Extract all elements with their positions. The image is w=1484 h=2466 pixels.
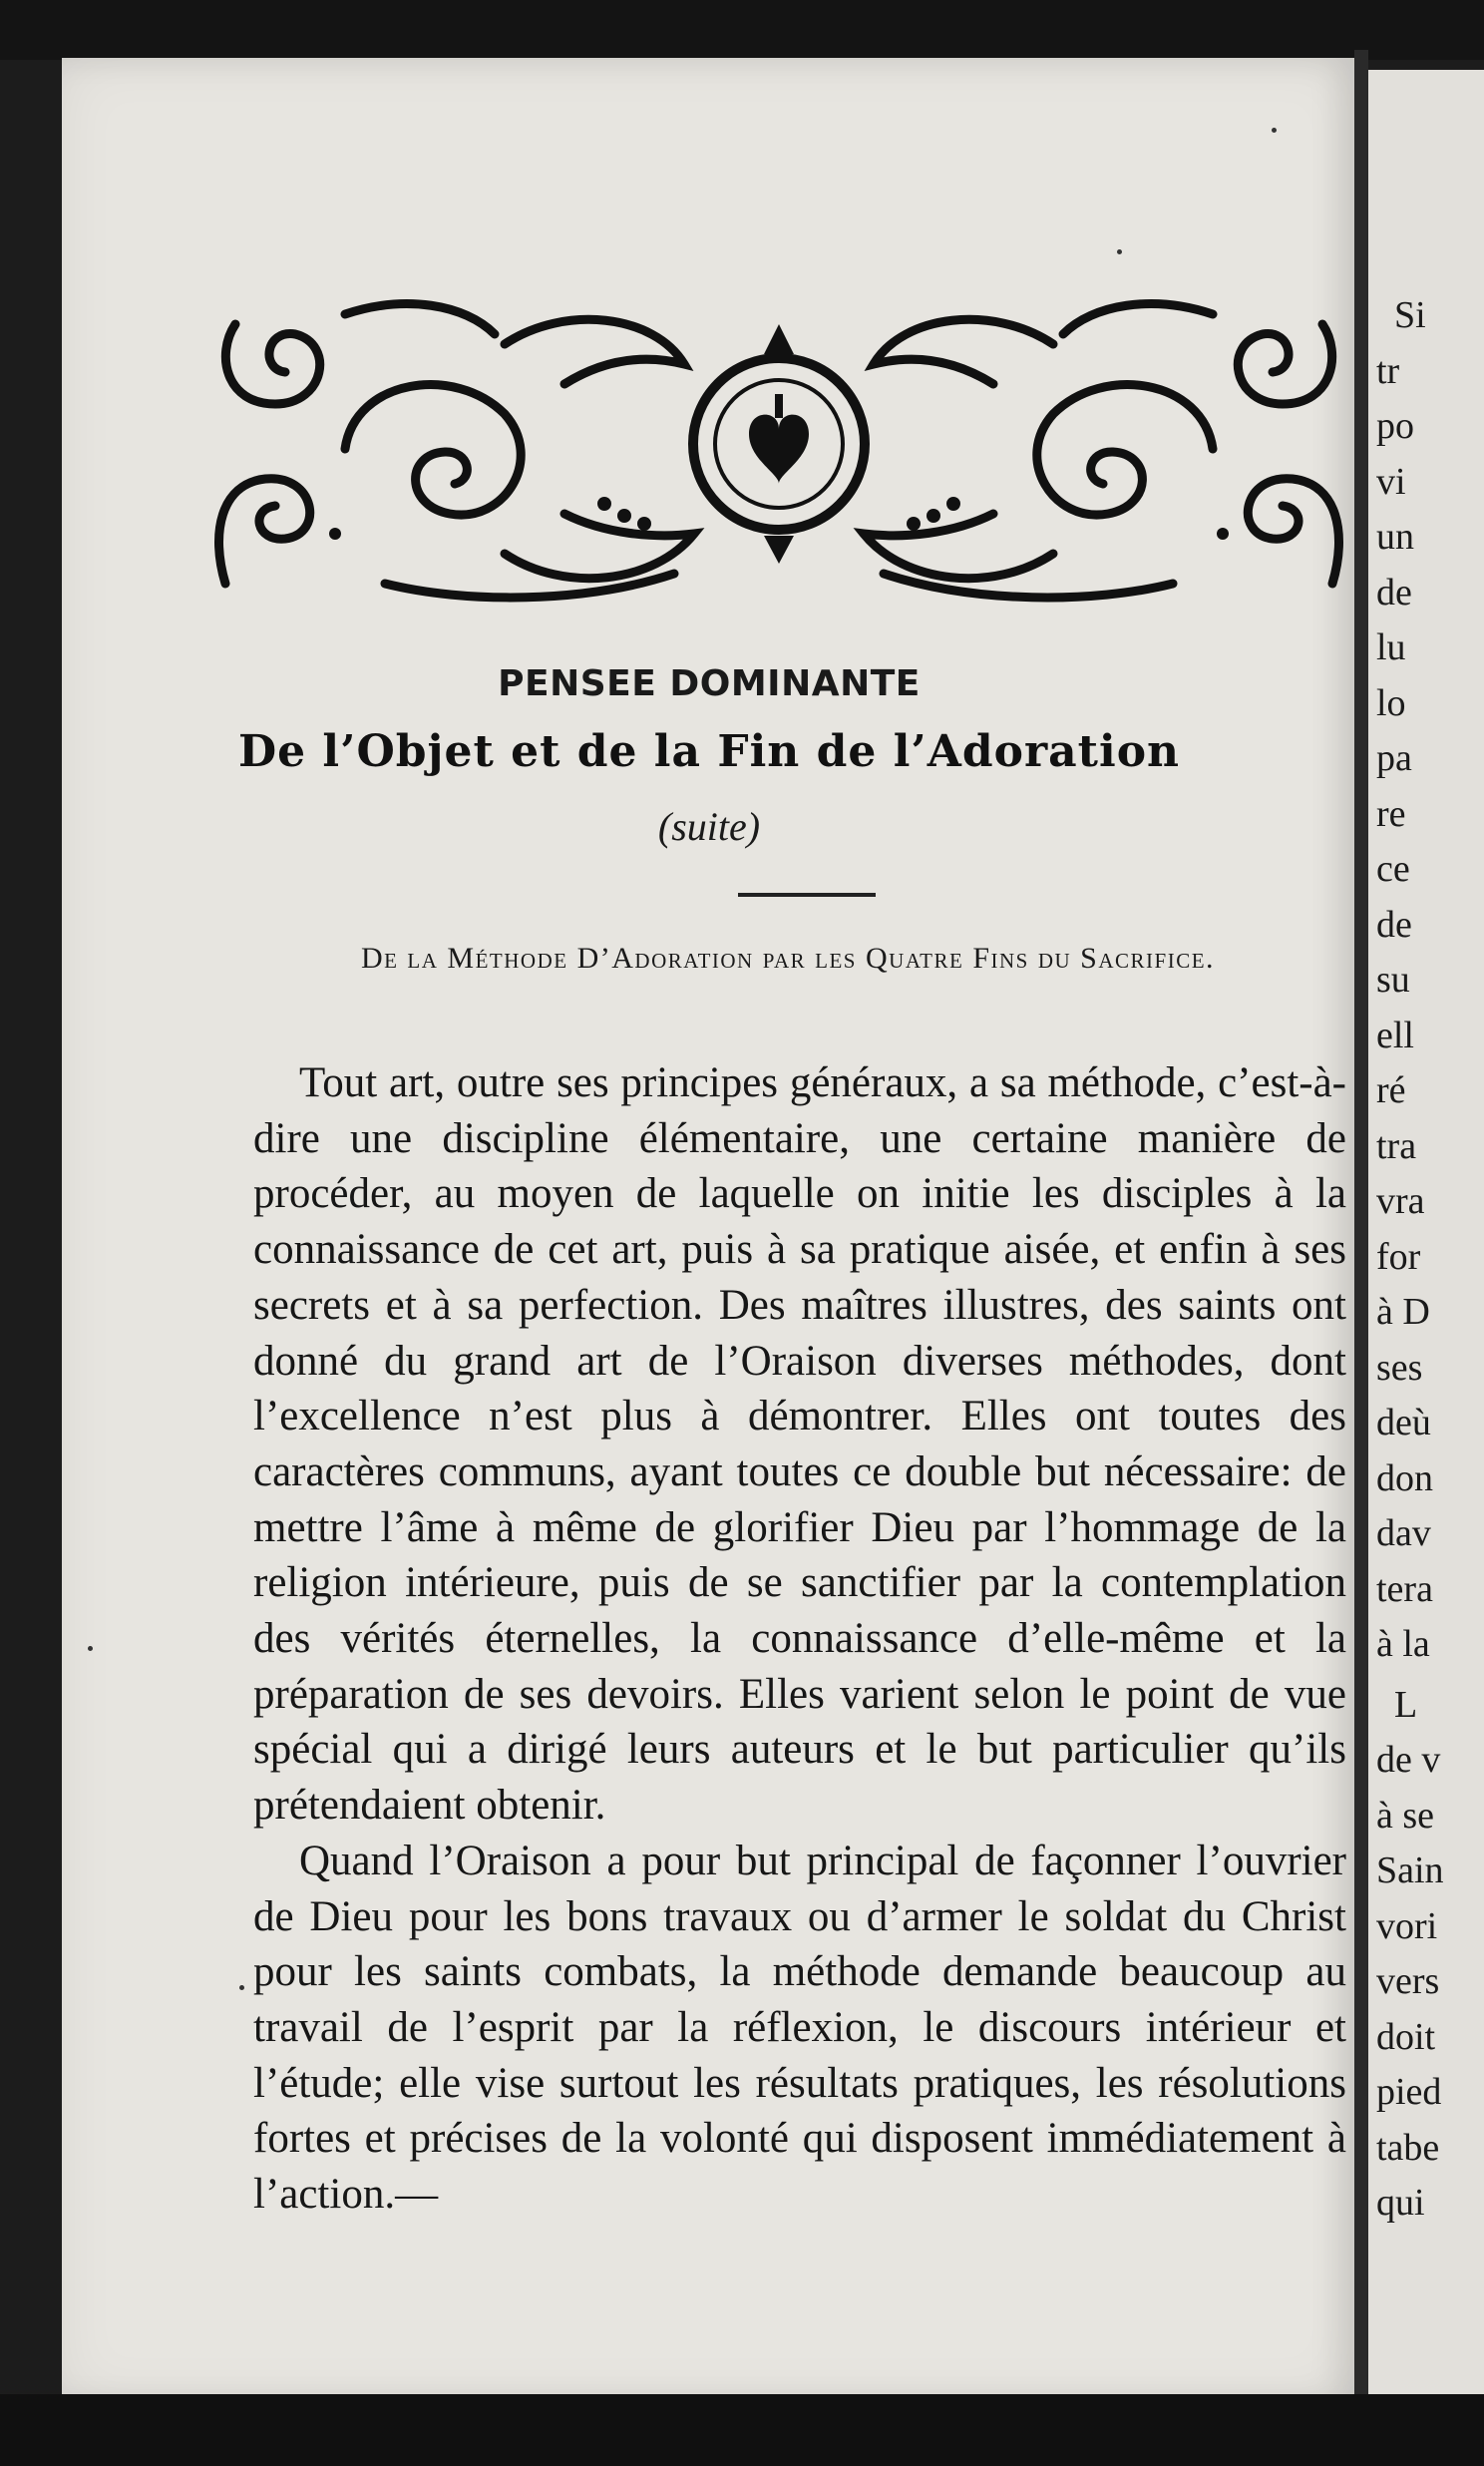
facing-page-line: tabe — [1376, 2126, 1440, 2169]
facing-page-line: don — [1376, 1456, 1433, 1499]
facing-page-line: lo — [1376, 681, 1406, 724]
facing-page-line: de v — [1376, 1739, 1441, 1781]
chapter-title: De l’Objet et de la Fin de l’Adoration — [237, 726, 1181, 777]
facing-page-line: doit — [1376, 2015, 1436, 2058]
paragraph: Quand l’Oraison a pour but principal de façonner l’ouvrier de Dieu pour les bons travaux ou d’armer le soldat du Christ pour les saints combats, la méthode demande beaucoup au travail de l’esprit par la réflexion, le discours intérieur et l’étude; elle vise surtout les résultats pratiques, les résolutions fortes et précises de la volonté qui disposent immédiatement à l’action.— — [253, 1837, 1346, 2219]
continued-label: (suite) — [657, 804, 761, 849]
facing-page-line: dav — [1376, 1512, 1431, 1554]
book-gutter — [1354, 50, 1368, 2404]
facing-page-line: un — [1376, 516, 1414, 558]
facing-page-line: vers — [1376, 1960, 1440, 2002]
ornamental-headpiece — [205, 284, 1352, 614]
scan-frame-bottom — [0, 2394, 1484, 2466]
facing-page-line: L — [1394, 1683, 1418, 1726]
facing-page-line: à se — [1376, 1794, 1435, 1837]
facing-page-line: for — [1376, 1235, 1421, 1278]
facing-page-line: ce — [1376, 848, 1410, 890]
facing-page-line: pied — [1376, 2071, 1442, 2113]
facing-page-line: Sain — [1376, 1850, 1444, 1891]
section-heading: De la Méthode D’Adoration par les Quatre Fins du Sacrifice. — [360, 942, 1216, 975]
facing-page-line: vra — [1376, 1180, 1425, 1222]
paragraph: Tout art, outre ses principes généraux, a sa méthode, c’est-à-dire une discipline élémentaire, une certaine manière de procéder, au moyen de laquelle on initie les disciples à la connaissance de cet art, puis à sa pratique aisée, et enfin à ses secrets et à sa perfection. Des maîtres illustres, des saints ont donné du grand art de l’Oraison diverses méthodes, dont l’excellence n’est plus à démontrer. Elles ont toutes des caractères communs, ayant toutes ce double but nécessaire: de mettre l’âme à même de glorifier Dieu par l’hommage de la religion intérieure, puis de se sanctifier par la contemplation des vérités éternelles, la connaissance d’elle-même et la préparation de ses devoirs. Elles varient selon le point de vue spécial qui a dirigé leurs auteurs et le but particulier qu’ils prétendaient obtenir. — [253, 1059, 1346, 1830]
dominant-thought-heading: PENSEE DOMINANTE — [498, 663, 921, 704]
facing-page-line: ré — [1376, 1069, 1406, 1111]
facing-page-line: po — [1376, 405, 1414, 447]
body-text — [253, 1055, 1346, 2223]
facing-page-line: vi — [1376, 460, 1406, 503]
facing-page-line: à D — [1376, 1291, 1430, 1333]
facing-page-line: lu — [1376, 626, 1406, 668]
facing-page-line: tr — [1376, 349, 1400, 392]
facing-page-line: su — [1376, 959, 1410, 1001]
facing-page-line: deù — [1376, 1402, 1431, 1443]
facing-page-line: vori — [1376, 1904, 1438, 1947]
divider-rule — [738, 893, 876, 897]
facing-page-line: Si — [1394, 294, 1426, 336]
facing-page-line: à la — [1376, 1623, 1430, 1665]
facing-page-line: de — [1376, 903, 1412, 946]
facing-page-line: ses — [1376, 1346, 1423, 1389]
facing-page-line: pa — [1376, 737, 1412, 779]
facing-page-line: tera — [1376, 1567, 1433, 1610]
facing-page-line: de — [1376, 571, 1412, 614]
facing-page-line: tra — [1376, 1124, 1417, 1167]
facing-page-line: ell — [1376, 1014, 1414, 1056]
facing-page-line: qui — [1376, 2182, 1425, 2224]
scan-frame-top — [0, 0, 1484, 60]
facing-page-line: re — [1376, 792, 1406, 835]
facing-page — [1368, 70, 1484, 2394]
